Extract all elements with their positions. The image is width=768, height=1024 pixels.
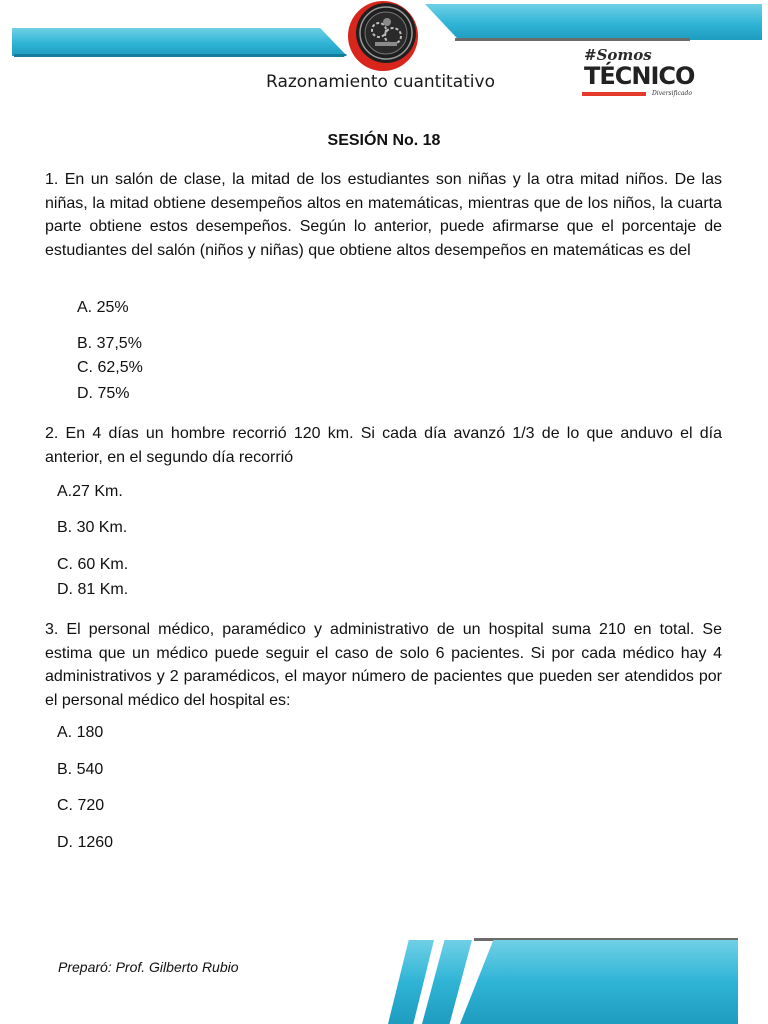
header-band-left-shadow (14, 54, 347, 57)
question-3-option-a: A. 180 (57, 724, 104, 741)
brand-underline (582, 92, 646, 96)
header-band-left (12, 28, 347, 56)
question-1-option-b: B. 37,5% (77, 335, 142, 352)
question-2-option-b: B. 30 Km. (57, 519, 128, 536)
brand-name: TÉCNICO (584, 62, 695, 90)
school-seal-logo-icon (345, 0, 421, 72)
question-1-option-a: A. 25% (77, 299, 129, 316)
brand-hashtag: #Somos (584, 46, 652, 64)
question-2-text: 2. En 4 días un hombre recorrió 120 km. Si cada día avanzó 1/3 de lo que anduvo el día anterior, en el segundo día recorrió (45, 425, 722, 466)
question-3-option-b: B. 540 (57, 761, 104, 778)
question-3-option-d: D. 1260 (57, 834, 114, 851)
question-1-option-d: D. 75% (77, 385, 130, 402)
question-1-option-c: C. 62,5% (77, 359, 143, 376)
session-title: SESIÓN No. 18 (327, 132, 441, 149)
header-band-right-shadow (455, 38, 690, 41)
question-2-option-c: C. 60 Km. (57, 556, 129, 573)
prepared-by: Preparó: Prof. Gilberto Rubio (58, 959, 239, 975)
question-2-option-a: A.27 Km. (57, 483, 123, 500)
brand-tagline: Diversificado (652, 90, 692, 97)
footer-band (460, 940, 738, 1024)
somos-tecnico-logo (556, 42, 696, 102)
question-1-text: 1. En un salón de clase, la mitad de los estudiantes son niñas y la otra mitad niños. De las niñas, la mitad obtiene desempeños altos en matemáticas, mientras que de los niños, la cuarta parte obtiene estos desempeños. Según lo anterior, puede afirmarse que el porcentaje de estudiantes del salón (niños y niñas) que obtiene altos desempeños en matemáticas es del (45, 171, 722, 259)
subject-title: Razonamiento cuantitativo (266, 72, 495, 92)
header-band-right (425, 4, 762, 40)
question-2-option-d: D. 81 Km. (57, 581, 129, 598)
question-3-option-c: C. 720 (57, 797, 105, 814)
question-3-text: 3. El personal médico, paramédico y administrativo de un hospital suma 210 en total. Se estima que un médico puede seguir el caso de solo 6 pacientes. Si por cada médico hay 4 administrativos y 2 paramédicos, el mayor número de pacientes que pueden ser atendidos por el personal médico del hospital es: (45, 621, 722, 709)
